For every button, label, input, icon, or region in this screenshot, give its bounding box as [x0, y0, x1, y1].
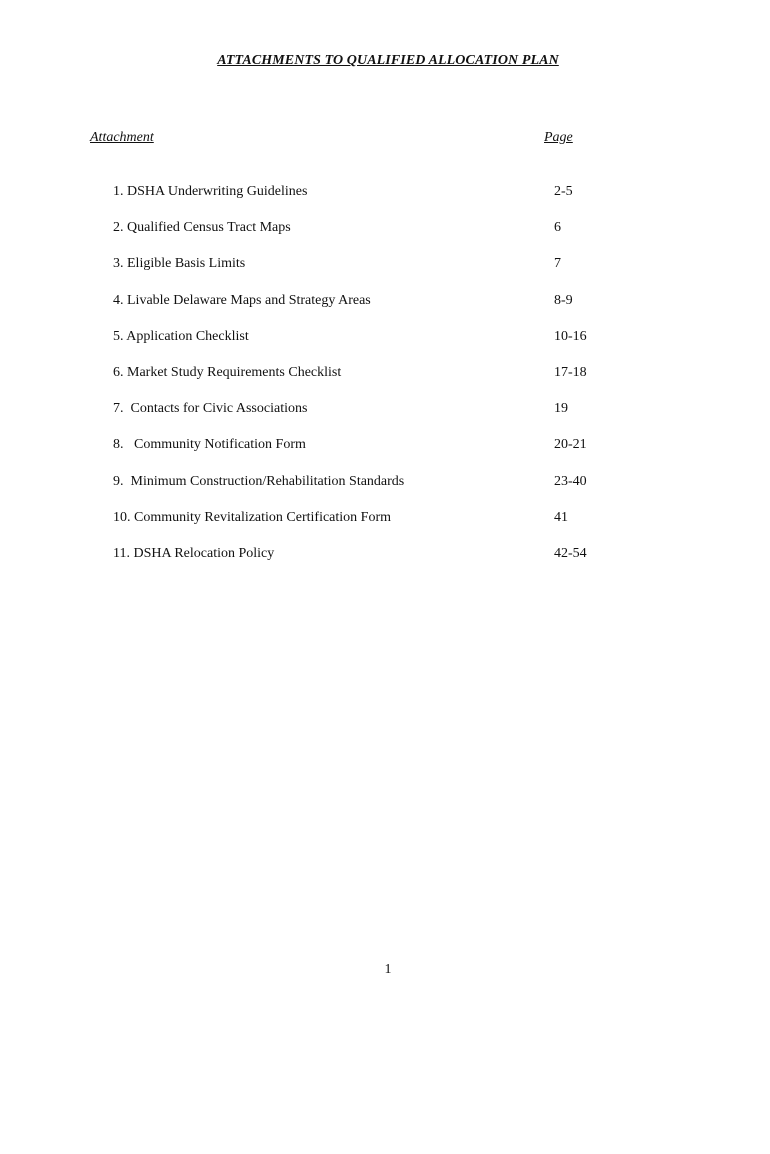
attachment-label: 6. Market Study Requirements Checklist — [113, 364, 342, 380]
list-item — [0, 365, 770, 401]
document-title: ATTACHMENTS TO QUALIFIED ALLOCATION PLAN — [217, 53, 559, 68]
attachment-label: 8. Community Notification Form — [113, 437, 306, 453]
attachment-page: 20-21 — [554, 437, 587, 453]
attachment-page: 19 — [554, 401, 568, 417]
attachment-column-header: Attachment — [90, 130, 154, 145]
attachment-label: 10. Community Revitalization Certification Form — [113, 509, 392, 525]
attachment-label: 11. DSHA Relocation Policy — [113, 545, 275, 561]
attachment-label: 9. Minimum Construction/Rehabilitation Standards — [113, 473, 405, 489]
attachment-page: 23-40 — [554, 473, 587, 489]
attachment-page: 41 — [554, 509, 568, 525]
attachment-label: 2. Qualified Census Tract Maps — [113, 220, 291, 236]
attachment-label: 5. Application Checklist — [113, 328, 249, 344]
attachment-label: 7. Contacts for Civic Associations — [113, 401, 308, 417]
list-item — [0, 437, 770, 473]
list-item — [0, 510, 770, 546]
list-item — [0, 329, 770, 365]
attachment-label: 1. DSHA Underwriting Guidelines — [113, 184, 308, 199]
page-column-header: Page — [544, 130, 573, 145]
page-number: 1 — [384, 962, 392, 977]
attachment-page: 17-18 — [554, 364, 587, 380]
attachment-label: 3. Eligible Basis Limits — [113, 256, 246, 272]
list-item — [0, 474, 770, 510]
list-item — [0, 293, 770, 329]
list-item — [0, 220, 770, 256]
list-item — [0, 256, 770, 292]
attachment-page: 7 — [554, 256, 561, 272]
attachment-page: 10-16 — [554, 328, 587, 344]
list-item — [0, 546, 770, 582]
list-item — [0, 184, 770, 220]
attachment-page: 42-54 — [554, 545, 587, 561]
list-item — [0, 401, 770, 437]
attachment-page: 8-9 — [554, 292, 573, 308]
attachments-list — [0, 184, 770, 582]
attachment-page: 6 — [554, 220, 561, 236]
attachment-page: 2-5 — [554, 184, 573, 199]
attachment-label: 4. Livable Delaware Maps and Strategy Areas — [113, 292, 371, 308]
